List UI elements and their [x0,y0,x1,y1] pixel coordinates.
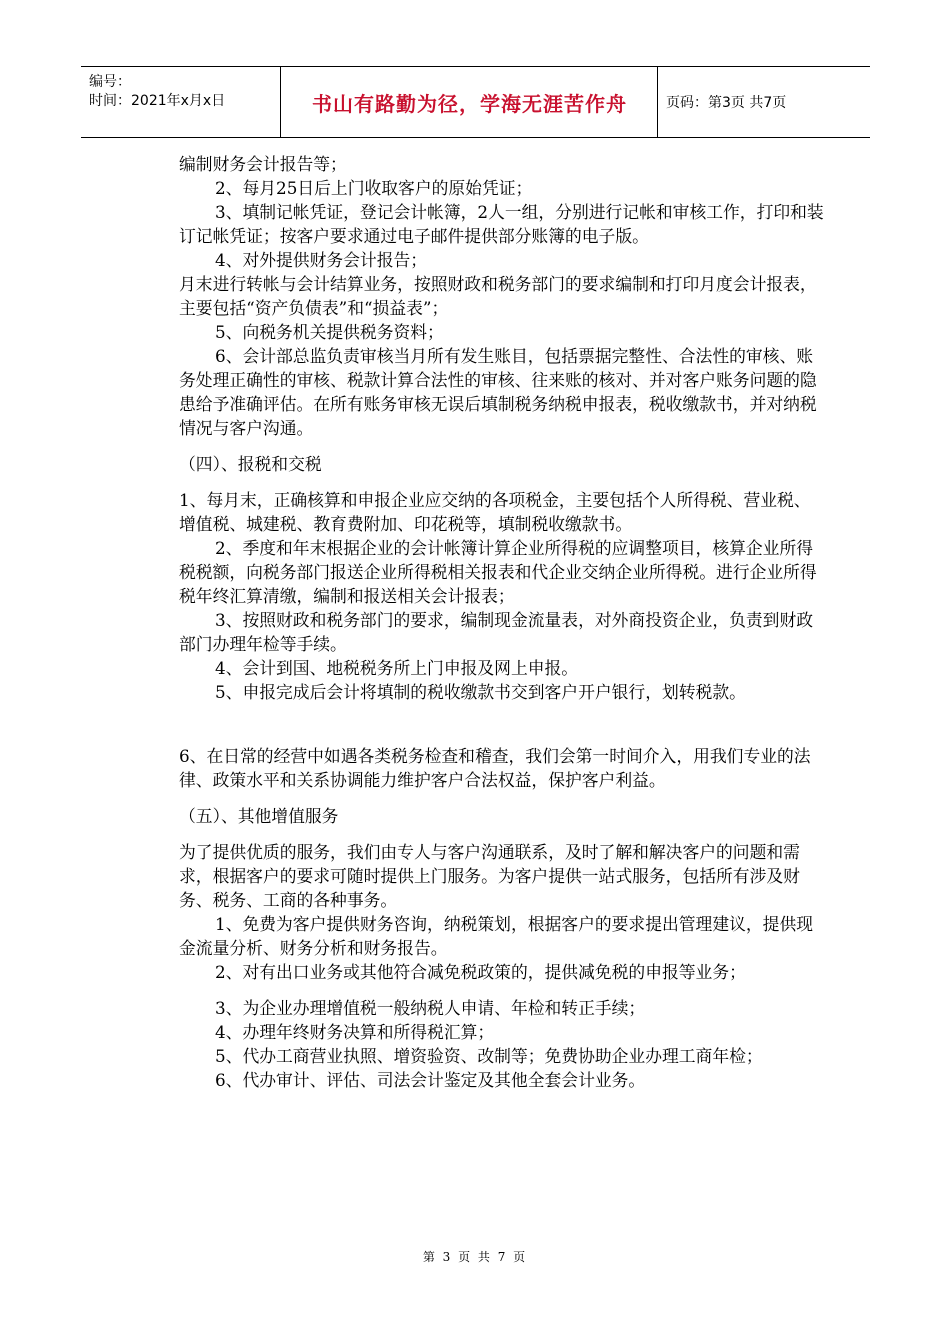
document-number-label: 编号： [89,74,131,90]
paragraph: 3、按照财政和税务部门的要求，编制现金流量表，对外商投资企业，负责到财政部门办理年检等手续。 [179,610,814,654]
document-date: 时间：2021年x月x日 [89,93,226,109]
page-footer: 第 3 页 共 7 页 [422,1250,528,1264]
paragraph: 月末进行转帐与会计结算业务，按照财政和税务部门的要求编制和打印月度会计报表，主要包括“资产负债表”和“损益表”； [179,274,817,318]
paragraph: 5、申报完成后会计将填制的税收缴款书交到客户开户银行，划转税款。 [215,682,746,702]
section-heading: （五）、其他增值服务 [179,806,339,826]
paragraph: 4、办理年终财务决算和所得税汇算； [215,1022,495,1042]
paragraph: 1、免费为客户提供财务咨询，纳税策划，根据客户的要求提出管理建议，提供现金流量分析、财务分析和财务报告。 [179,914,814,958]
paragraph: 6、代办审计、评估、司法会计鉴定及其他全套会计业务。 [215,1070,646,1090]
header-motto: 书山有路勤为径，学海无涯苦作舟 [282,67,658,137]
paragraph: 编制财务会计报告等； [179,154,347,174]
paragraph: 5、代办工商营业执照、增资验资、改制等；免费协助企业办理工商年检； [215,1046,763,1066]
page-header [81,66,870,138]
paragraph: 3、为企业办理增值税一般纳税人申请、年检和转正手续； [215,998,646,1018]
header-page-info: 页码：第3页 共7页 [666,95,787,111]
paragraph: 4、会计到国、地税税务所上门申报及网上申报。 [215,658,579,678]
header-meta [81,67,281,137]
paragraph: 3、填制记帐凭证，登记会计帐簿，2人一组，分别进行记帐和审核工作，打印和装订记帐凭证；按客户要求通过电子邮件提供部分账簿的电子版。 [179,202,824,246]
paragraph: 5、向税务机关提供税务资料； [215,322,444,342]
paragraph: 6、会计部总监负责审核当月所有发生账目，包括票据完整性、合法性的审核、账务处理正确性的审核、税款计算合法性的审核、往来账的核对、并对客户账务问题的隐患给予准确评估。在所有账务审核无误后填制税务纳税申报表，税收缴款书，并对纳税情况与客户沟通。 [179,346,817,438]
paragraph: 4、对外提供财务会计报告； [215,250,428,270]
paragraph: 1、每月末，正确核算和申报企业应交纳的各项税金，主要包括个人所得税、营业税、增值税、城建税、教育费附加、印花税等，填制税收缴款书。 [179,490,811,534]
paragraph: 为了提供优质的服务，我们由专人与客户沟通联系，及时了解和解决客户的问题和需求，根据客户的要求可随时提供上门服务。为客户提供一站式服务，包括所有涉及财务、税务、工商的各种事务。 [179,842,800,910]
paragraph: 2、对有出口业务或其他符合减免税政策的，提供减免税的申报等业务； [215,962,746,982]
paragraph: 2、每月25日后上门收取客户的原始凭证； [215,178,533,198]
section-heading: （四）、报税和交税 [179,454,322,474]
paragraph: 6、在日常的经营中如遇各类税务检查和稽查，我们会第一时间介入，用我们专业的法律、政策水平和关系协调能力维护客户合法权益，保护客户利益。 [179,746,811,790]
paragraph: 2、季度和年末根据企业的会计帐簿计算企业所得税的应调整项目，核算企业所得税税额，向税务部门报送企业所得税相关报表和代企业交纳企业所得税。进行企业所得税年终汇算清缴，编制和报送相关会计报表； [179,538,817,606]
document-body [179,152,825,1092]
